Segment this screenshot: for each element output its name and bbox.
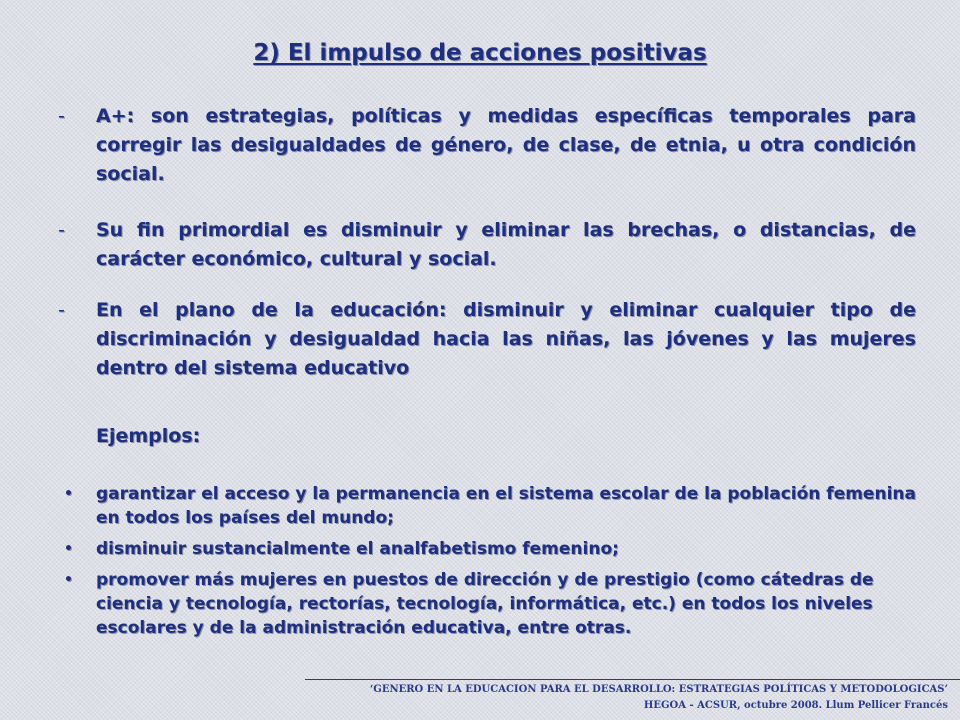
dash-marker: -: [58, 105, 65, 127]
paragraph-text: Su fin primordial es disminuir y eliminar las brechas, o distancias, de carácter económico, cultural y social.: [96, 219, 916, 270]
examples-heading: Ejemplos:: [96, 425, 201, 447]
bullet-item-leadership: [64, 568, 916, 640]
paragraph-definition: [58, 102, 916, 189]
footer-credit: HEGOA - ACSUR, octubre 2008. Llum Pellicer Francés: [643, 700, 948, 711]
footer-divider: [305, 679, 960, 680]
paragraph-education: [58, 296, 916, 383]
dash-marker: -: [58, 219, 65, 241]
paragraph-text: A+: son estrategias, políticas y medidas específicas temporales para corregir las desigualdades de género, de clase, de etnia, u otra condición social.: [96, 105, 916, 185]
footer-title: ‘GENERO EN LA EDUCACION PARA EL DESARROLLO: ESTRATEGIAS POLÍTICAS Y METODOLOGICAS’: [369, 684, 948, 695]
slide-title: 2) El impulso de acciones positivas: [253, 40, 707, 66]
bullet-icon: •: [64, 486, 73, 502]
paragraph-text: En el plano de la educación: disminuir y eliminar cualquier tipo de discriminación y desigualdad hacia las niñas, las jóvenes y las mujeres dentro del sistema educativo: [96, 299, 916, 379]
bullet-item-literacy: [64, 537, 916, 561]
bullet-text: garantizar el acceso y la permanencia en el sistema escolar de la población femenina en todos los países del mundo;: [96, 484, 916, 528]
dash-marker: -: [58, 299, 65, 321]
paragraph-purpose: [58, 216, 916, 274]
bullet-icon: •: [64, 572, 73, 588]
bullet-text: disminuir sustancialmente el analfabetismo femenino;: [96, 539, 619, 559]
bullet-item-access: [64, 482, 916, 530]
bullet-icon: •: [64, 541, 73, 557]
bullet-text: promover más mujeres en puestos de dirección y de prestigio (como cátedras de ciencia y tecnología, rectorías, tecnología, informática, etc.) en todos los niveles escolares y de la administración educativa, entre otras.: [96, 570, 874, 638]
